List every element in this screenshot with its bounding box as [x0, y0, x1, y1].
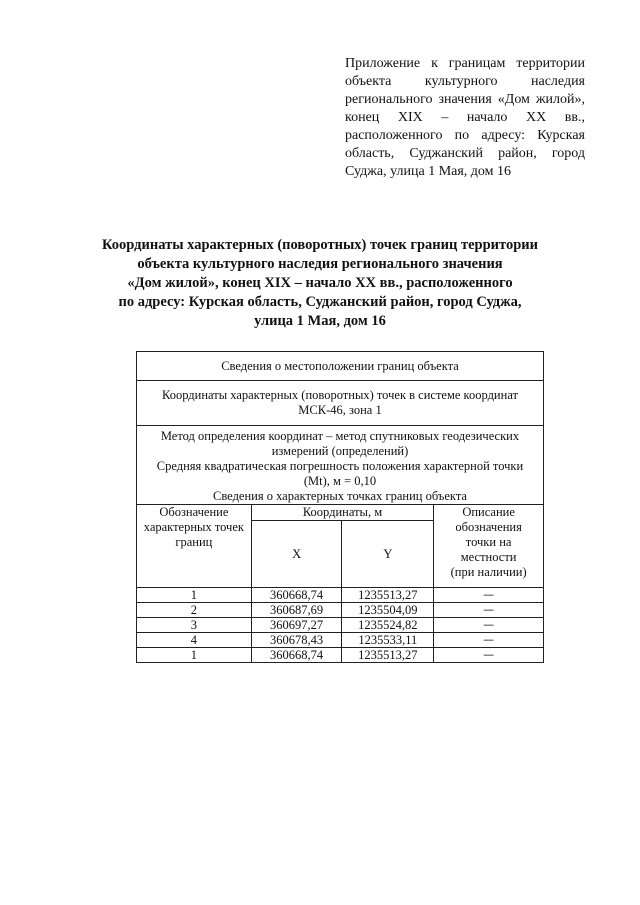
location-header: Сведения о местоположении границ объекта: [137, 352, 544, 381]
document-title: [40, 236, 600, 331]
location-header-row: [137, 352, 544, 381]
appendix-line: начало XX вв., расположенного по: [345, 110, 586, 143]
y-cell: 1235524,82: [342, 618, 434, 633]
table-row: [137, 603, 544, 618]
appendix-line: объекта культурного наследия: [345, 74, 585, 89]
method-line: Метод определения координат – метод спутниковых геодезических: [160, 429, 520, 443]
method-line: Сведения о характерных точках границ объекта: [213, 489, 467, 503]
appendix-line: Приложение к границам территории: [345, 56, 585, 71]
point-cell: 4: [137, 633, 252, 648]
y-cell: 1235513,27: [342, 648, 434, 663]
title-line: улица 1 Мая, дом 16: [254, 313, 386, 329]
point-cell: 1: [137, 588, 252, 603]
col-designation-line: характерных точек: [143, 520, 244, 534]
x-cell: 360697,27: [251, 618, 342, 633]
point-cell: 3: [137, 618, 252, 633]
appendix-line: Суджанский район, город Суджа,: [345, 146, 585, 179]
appendix-line: улица 1 Мая, дом 16: [390, 164, 512, 179]
desc-cell: —: [434, 633, 544, 648]
y-cell: 1235533,11: [342, 633, 434, 648]
coord-system-line: МСК-46, зона 1: [298, 403, 382, 417]
coord-system-line: Координаты характерных (поворотных) точек в системе координат: [161, 388, 519, 402]
appendix-line: адресу: Курская область,: [345, 128, 585, 161]
col-description-line: точки на: [465, 535, 512, 549]
col-description-line: обозначения: [455, 520, 522, 534]
coord-system-row: [137, 381, 544, 426]
col-designation-line: границ: [175, 535, 213, 549]
method-row: [137, 426, 544, 505]
method-line: (Mt), м = 0,10: [303, 474, 377, 488]
coordinates-table: [136, 351, 544, 663]
desc-cell: —: [434, 603, 544, 618]
appendix-line: регионального значения «Дом: [345, 92, 536, 107]
col-designation-line: Обозначение: [159, 505, 229, 519]
col-designation-header: [137, 505, 252, 588]
appendix-note: [345, 55, 585, 181]
method-line: измерений (определений): [271, 444, 409, 458]
y-cell: 1235504,09: [342, 603, 434, 618]
table-row: [137, 633, 544, 648]
col-description-line: Описание: [462, 505, 515, 519]
x-cell: 360668,74: [251, 648, 342, 663]
desc-cell: —: [434, 588, 544, 603]
col-x-header: X: [251, 521, 342, 588]
title-line: «Дом жилой», конец XIX – начало XX вв., расположенного: [127, 275, 513, 291]
x-cell: 360678,43: [251, 633, 342, 648]
desc-cell: —: [434, 648, 544, 663]
desc-cell: —: [434, 618, 544, 633]
title-line: объекта культурного наследия регионального значения: [137, 256, 503, 272]
table-row: [137, 618, 544, 633]
point-cell: 1: [137, 648, 252, 663]
x-cell: 360668,74: [251, 588, 342, 603]
column-header-row: [137, 505, 544, 521]
coord-system-cell: [137, 381, 544, 426]
title-line: по адресу: Курская область, Суджанский район, город Суджа,: [118, 294, 522, 310]
col-y-header: Y: [342, 521, 434, 588]
method-line: Средняя квадратическая погрешность положения характерной точки: [156, 459, 524, 473]
table-row: [137, 588, 544, 603]
col-coords-header: Координаты, м: [251, 505, 434, 521]
x-cell: 360687,69: [251, 603, 342, 618]
col-description-header: [434, 505, 544, 588]
y-cell: 1235513,27: [342, 588, 434, 603]
point-cell: 2: [137, 603, 252, 618]
method-cell: [137, 426, 544, 505]
table-row: [137, 648, 544, 663]
col-description-line: (при наличии): [450, 565, 527, 579]
title-line: Координаты характерных (поворотных) точек границ территории: [102, 237, 538, 253]
col-description-line: местности: [460, 550, 517, 564]
appendix-line: жилой», конец XIX –: [345, 92, 585, 125]
